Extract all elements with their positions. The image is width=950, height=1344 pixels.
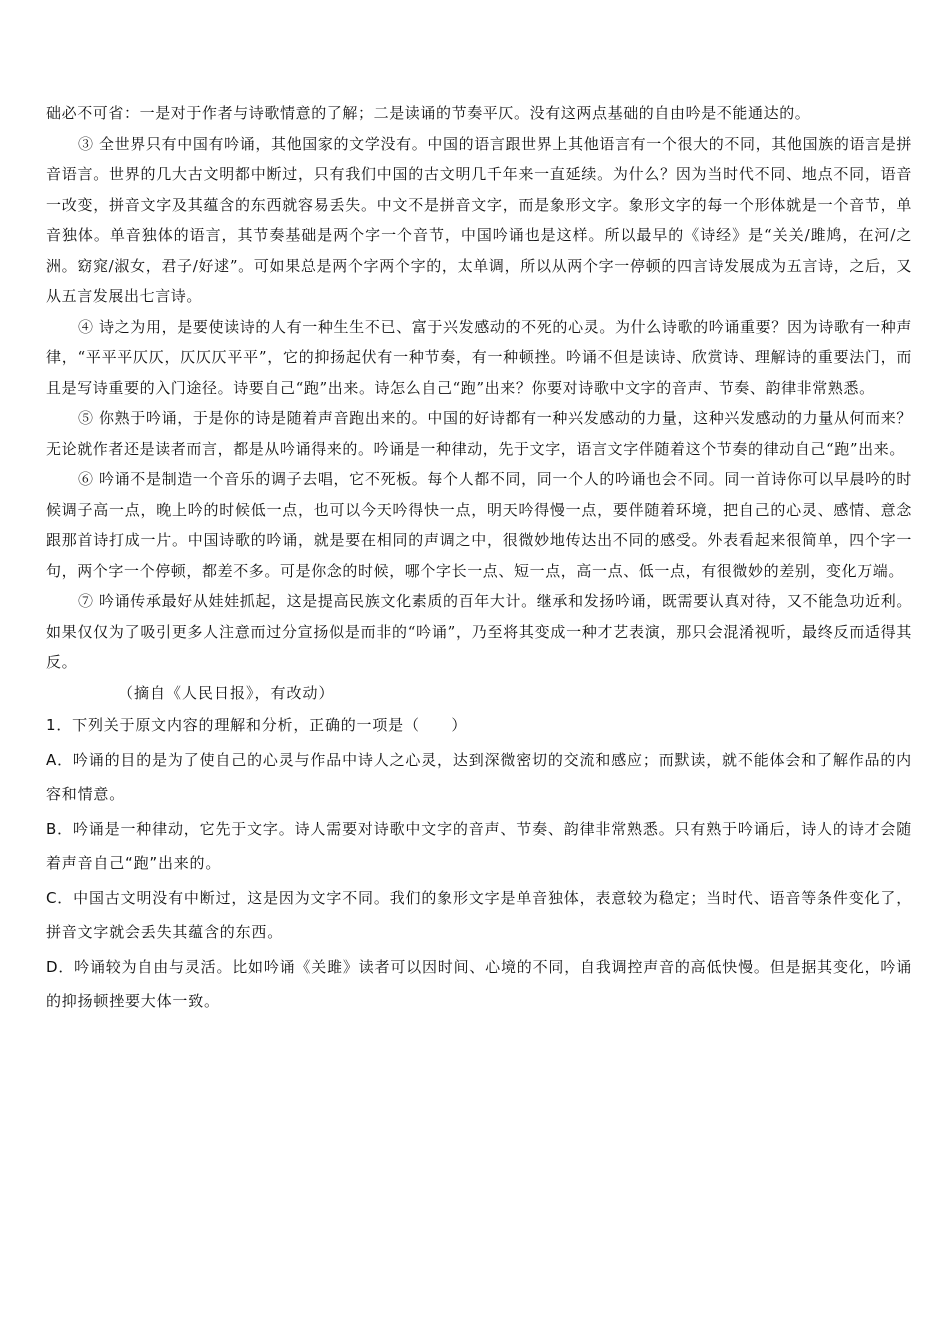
option-d: D．吟诵较为自由与灵活。比如吟诵《关雎》读者可以因时间、心境的不同，自我调控声音的高低快慢。但是据其变化，吟诵的抑扬顿挫要大体一致。 bbox=[46, 957, 912, 1010]
option-c: C．中国古文明没有中断过，这是因为文字不同。我们的象形文字是单音独体，表意较为稳定；当时代、语音等条件变化了，拼音文字就会丢失其蕴含的东西。 bbox=[46, 888, 912, 941]
passage-continued-line: 础必不可省：一是对于作者与诗歌情意的了解；二是读诵的节奏平仄。没有这两点基础的自由吟是不能通达的。 bbox=[46, 104, 811, 122]
passage-paragraph-5: ⑤ 你熟于吟诵，于是你的诗是随着声音跑出来的。中国的好诗都有一种兴发感动的力量，这种兴发感动的力量从何而来？无论就作者还是读者而言，都是从吟诵得来的。吟诵是一种律动，先于文字，语言文字伴随着这个节奏的律动自己“跑”出来。 bbox=[46, 409, 912, 458]
passage-paragraph-4: ④ 诗之为用，是要使读诗的人有一种生生不已、富于兴发感动的不死的心灵。为什么诗歌的吟诵重要？因为诗歌有一种声律，“平平平仄仄，仄仄仄平平”，它的抑扬起伏有一种节奏，有一种顿挫。吟诵不但是读诗、欣赏诗、理解诗的重要法门，而且是写诗重要的入门途径。诗要自己“跑”出来。诗怎么自己“跑”出来？你要对诗歌中文字的音声、节奏、韵律非常熟悉。 bbox=[46, 317, 912, 397]
option-a: A．吟诵的目的是为了使自己的心灵与作品中诗人之心灵，达到深微密切的交流和感应；而默读，就不能体会和了解作品的内容和情意。 bbox=[46, 750, 912, 803]
passage-source: （摘自《人民日报》，有改动） bbox=[118, 683, 335, 702]
passage-paragraph-6: ⑥ 吟诵不是制造一个音乐的调子去唱，它不死板。每个人都不同，同一个人的吟诵也会不同。同一首诗你可以早晨吟的时候调子高一点，晚上吟的时候低一点，也可以今天吟得快一点，明天吟得慢一点，要伴随着环境，把自己的心灵、感情、意念跟那首诗打成一片。中国诗歌的吟诵，就是要在相同的声调之中，很微妙地传达出不同的感受。外表看起来很简单，四个字一句，两个字一个停顿，都差不多。可是你念的时候，哪个字长一点、短一点，高一点、低一点，有很微妙的差别，变化万端。 bbox=[46, 470, 912, 580]
question-block bbox=[46, 708, 912, 1019]
document-body bbox=[46, 98, 912, 1019]
passage-paragraph-3: ③ 全世界只有中国有吟诵，其他国家的文学没有。中国的语言跟世界上其他语言有一个很大的不同，其他国族的语言是拼音语言。世界的几大古文明都中断过，只有我们中国的古文明几千年来一直延续。为什么？因为当时代不同、地点不同，语音一改变，拼音文字及其蕴含的东西就容易丢失。中文不是拼音文字，而是象形文字。象形文字的每一个形体就是一个音节，单音独体。单音独体的语言，其节奏基础是两个字一个音节，中国吟诵也是这样。所以最早的《诗经》是“关关/雎鸠，在河/之洲。窈窕/淑女，君子/好逑”。可如果总是两个字两个字的，太单调，所以从两个字一停顿的四言诗发展成为五言诗，之后，又从五言发展出七言诗。 bbox=[46, 134, 912, 305]
option-b: B．吟诵是一种律动，它先于文字。诗人需要对诗歌中文字的音声、节奏、韵律非常熟悉。只有熟于吟诵后，诗人的诗才会随着声音自己“跑”出来的。 bbox=[46, 819, 912, 872]
passage-paragraph-7: ⑦ 吟诵传承最好从娃娃抓起，这是提高民族文化素质的百年大计。继承和发扬吟诵，既需要认真对待，又不能急功近利。如果仅仅为了吸引更多人注意而过分宣扬似是而非的“吟诵”，乃至将其变成一种才艺表演，那只会混淆视听，最终反而适得其反。 bbox=[46, 592, 912, 671]
question-stem: 1．下列关于原文内容的理解和分析，正确的一项是（ ） bbox=[46, 716, 468, 734]
